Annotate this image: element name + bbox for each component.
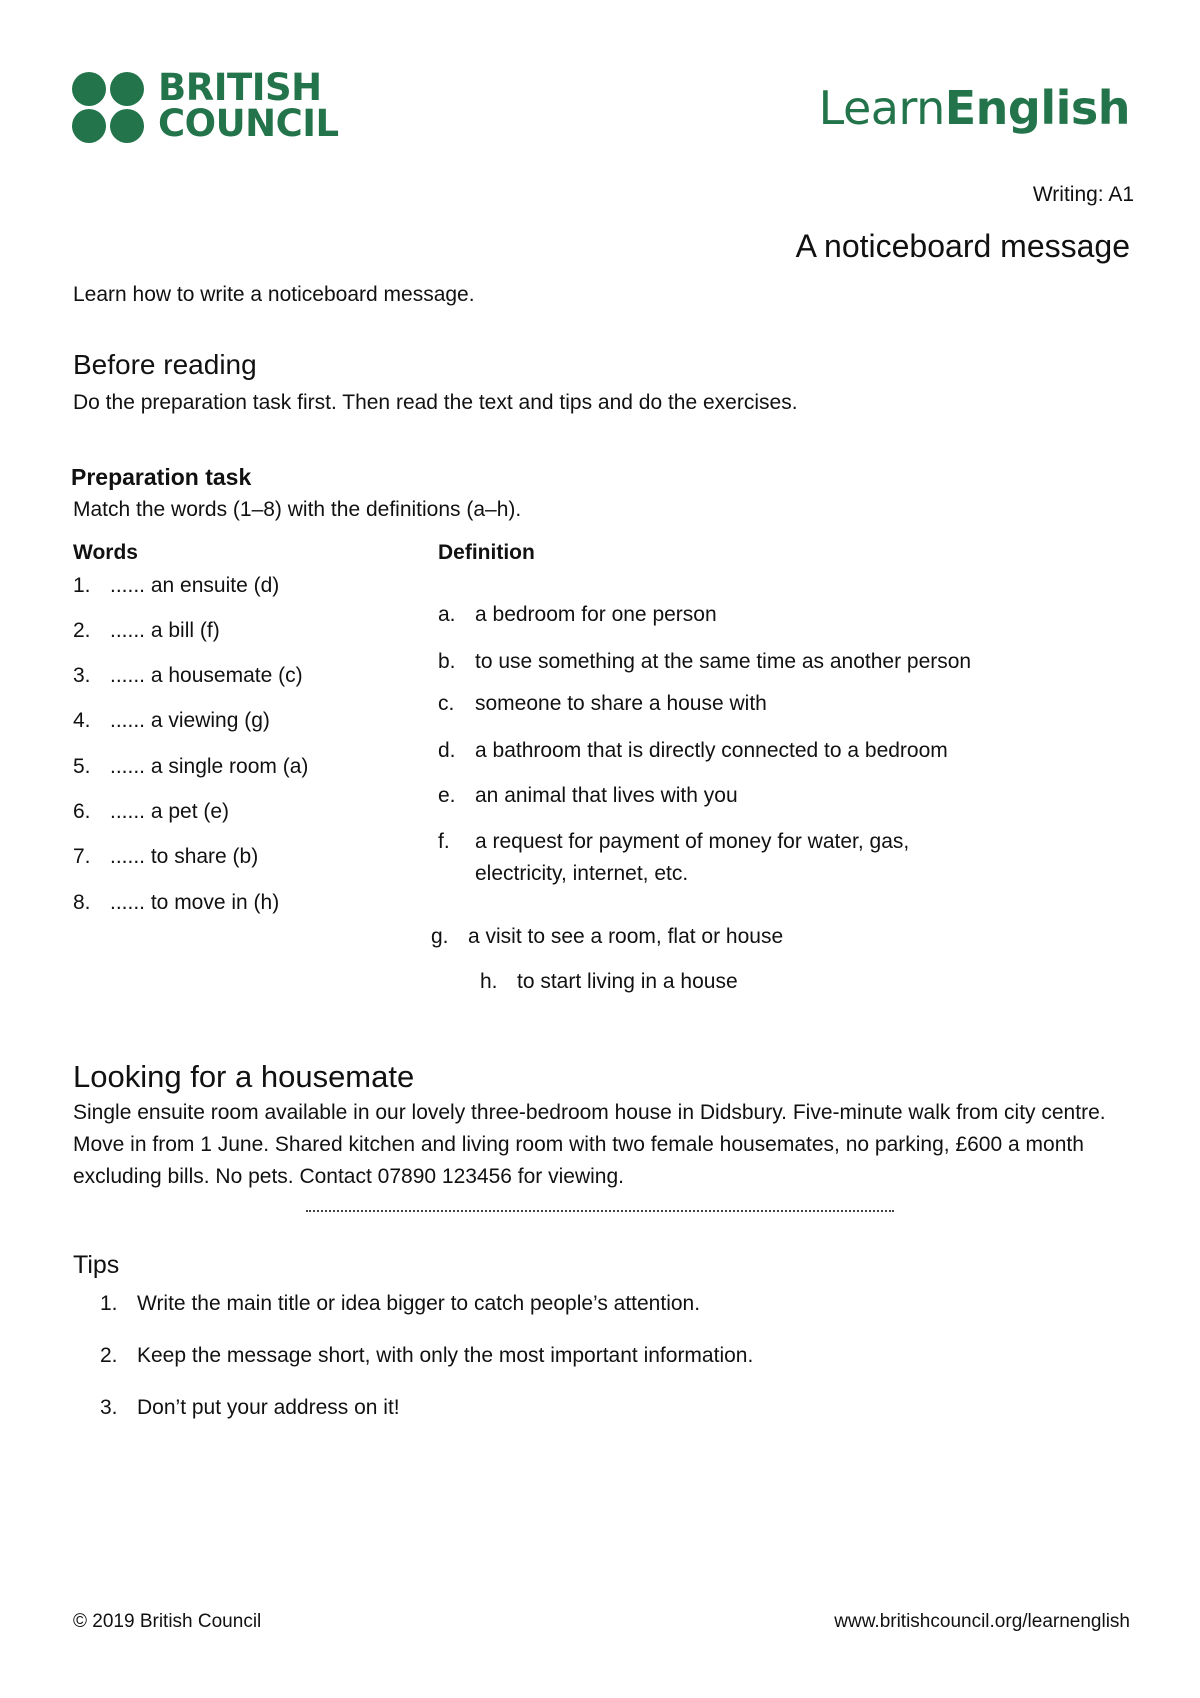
words-column-header: Words (73, 541, 138, 564)
definition-item: f. a request for payment of money for water, gas, (438, 830, 910, 853)
tip-item: 2. Keep the message short, with only the most important information. (100, 1344, 754, 1367)
footer-url[interactable]: www.britishcouncil.org/learnenglish (834, 1611, 1130, 1632)
page-title: A noticeboard message (795, 228, 1130, 264)
british-council-logo-icon (72, 72, 146, 144)
footer-copyright: © 2019 British Council (73, 1611, 262, 1632)
word-item: 5. ...... a single room (a) (73, 755, 309, 778)
definition-item: b. to use something at the same time as another person (438, 650, 972, 673)
word-item: 1. ...... an ensuite (d) (73, 574, 280, 597)
message-heading: Looking for a housemate (73, 1059, 415, 1094)
word-item: 6. ...... a pet (e) (73, 800, 230, 823)
british-council-logo-text: BRITISH COUNCIL (158, 66, 339, 145)
level-label: Writing: A1 (1032, 183, 1134, 206)
definition-item: c. someone to share a house with (438, 692, 767, 715)
definition-item: e. an animal that lives with you (438, 784, 738, 807)
tips-heading: Tips (73, 1251, 120, 1279)
definition-item: a. a bedroom for one person (438, 603, 717, 626)
definition-item: d. a bathroom that is directly connected to a bedroom (438, 739, 948, 762)
definitions-column-header: Definition (438, 541, 535, 564)
definition-item: h. to start living in a house (480, 970, 738, 993)
word-item: 8. ...... to move in (h) (73, 891, 280, 914)
dotted-divider (306, 1210, 894, 1212)
intro-text: Learn how to write a noticeboard message. (73, 283, 475, 306)
message-body: Single ensuite room available in our lovely three-bedroom house in Didsbury. Five-minute walk from city centre. Move in from 1 June. Shared kitchen and living room with two female housemates, no parking, £600 a month excluding bills. No pets. Contact 07890 123456 for viewing. (73, 1101, 1106, 1188)
word-item: 3. ...... a housemate (c) (73, 664, 303, 687)
before-reading-text: Do the preparation task first. Then read the text and tips and do the exercises. (73, 391, 798, 414)
learnenglish-logo: LearnEnglish (818, 81, 1130, 135)
word-item: 4. ...... a viewing (g) (73, 709, 270, 732)
before-reading-heading: Before reading (73, 349, 257, 380)
preparation-heading: Preparation task (71, 464, 252, 490)
preparation-instruction: Match the words (1–8) with the definitions (a–h). (73, 498, 522, 521)
definition-item: g. a visit to see a room, flat or house (431, 925, 784, 948)
tip-item: 3. Don’t put your address on it! (100, 1396, 400, 1419)
word-item: 2. ...... a bill (f) (73, 619, 220, 642)
tip-item: 1. Write the main title or idea bigger to catch people’s attention. (100, 1292, 701, 1315)
definition-item-continuation: electricity, internet, etc. (475, 862, 689, 885)
word-item: 7. ...... to share (b) (73, 845, 259, 868)
